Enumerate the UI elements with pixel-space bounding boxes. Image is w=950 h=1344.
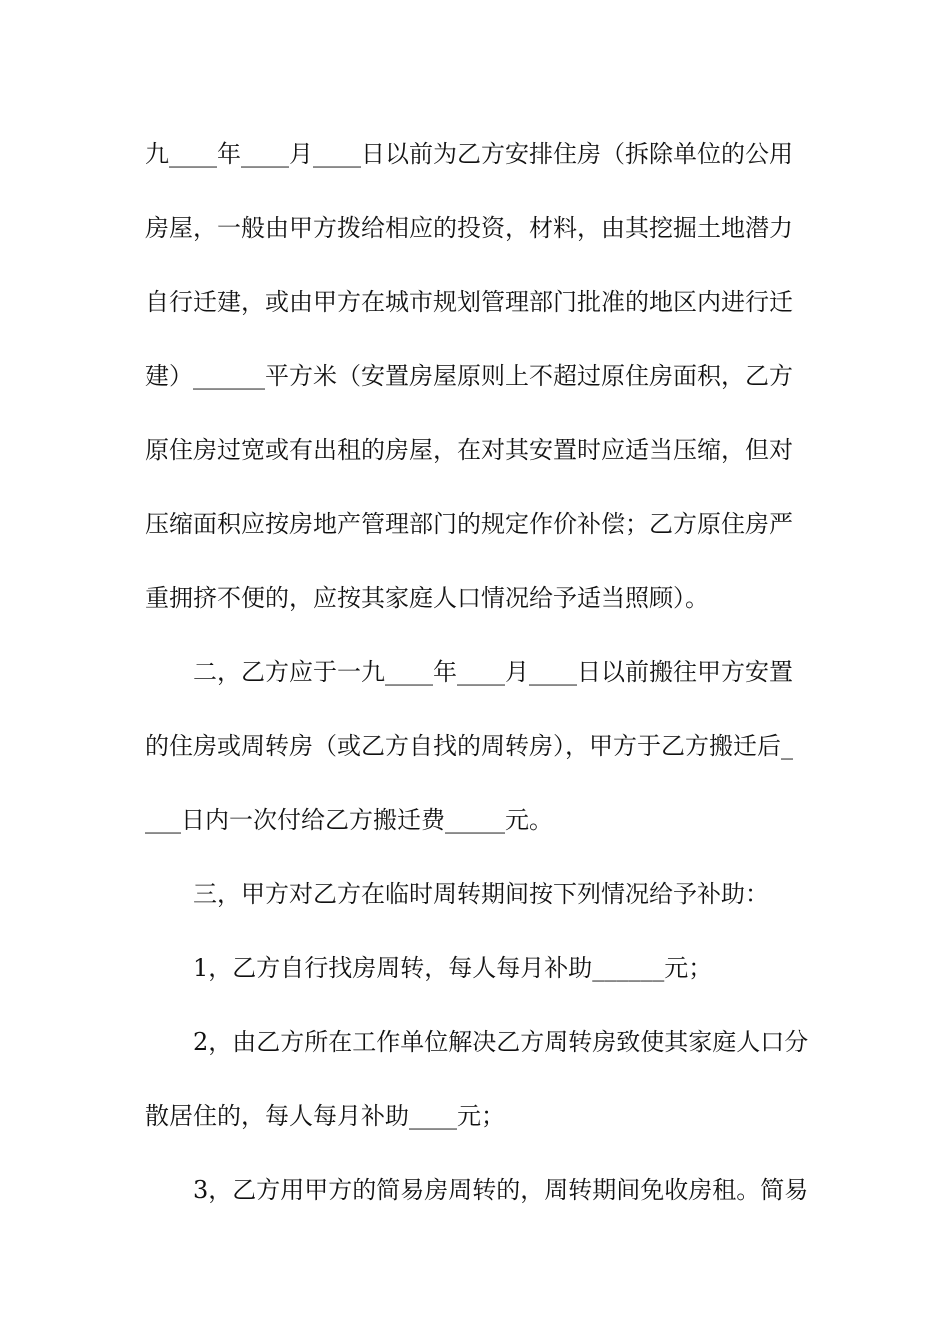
document-body xyxy=(145,134,815,1244)
text-line-3: 自行迁建，或由甲方在城市规划管理部门批准的地区内进行迁 xyxy=(145,288,793,316)
text-line-2: 房屋，一般由甲方拨给相应的投资，材料，由其挖掘土地潜力 xyxy=(145,214,793,242)
text-line-1: 九____年____月____日以前为乙方安排住房（拆除单位的公用 xyxy=(145,140,793,168)
text-line-4: 建）______平方米（安置房屋原则上不超过原住房面积，乙方 xyxy=(145,362,793,390)
text-line-9: 的住房或周转房（或乙方自找的周转房），甲方于乙方搬迁后_ xyxy=(145,732,793,760)
text-line-8: 二，乙方应于一九____年____月____日以前搬往甲方安置 xyxy=(145,658,793,686)
text-line-7: 重拥挤不便的，应按其家庭人口情况给予适当照顾）。 xyxy=(145,584,709,612)
text-line-15: 3，乙方用甲方的简易房周转的，周转期间免收房租。简易 xyxy=(145,1176,809,1204)
text-line-13: 2，由乙方所在工作单位解决乙方周转房致使其家庭人口分 xyxy=(145,1028,809,1056)
text-line-6: 压缩面积应按房地产管理部门的规定作价补偿；乙方原住房严 xyxy=(145,510,793,538)
text-line-10: ___日内一次付给乙方搬迁费_____元。 xyxy=(145,806,553,834)
text-line-11: 三，甲方对乙方在临时周转期间按下列情况给予补助： xyxy=(145,880,769,908)
text-line-14: 散居住的，每人每月补助____元； xyxy=(145,1102,505,1130)
text-line-12: 1，乙方自行找房周转，每人每月补助______元； xyxy=(145,954,713,982)
text-line-5: 原住房过宽或有出租的房屋，在对其安置时应适当压缩，但对 xyxy=(145,436,793,464)
